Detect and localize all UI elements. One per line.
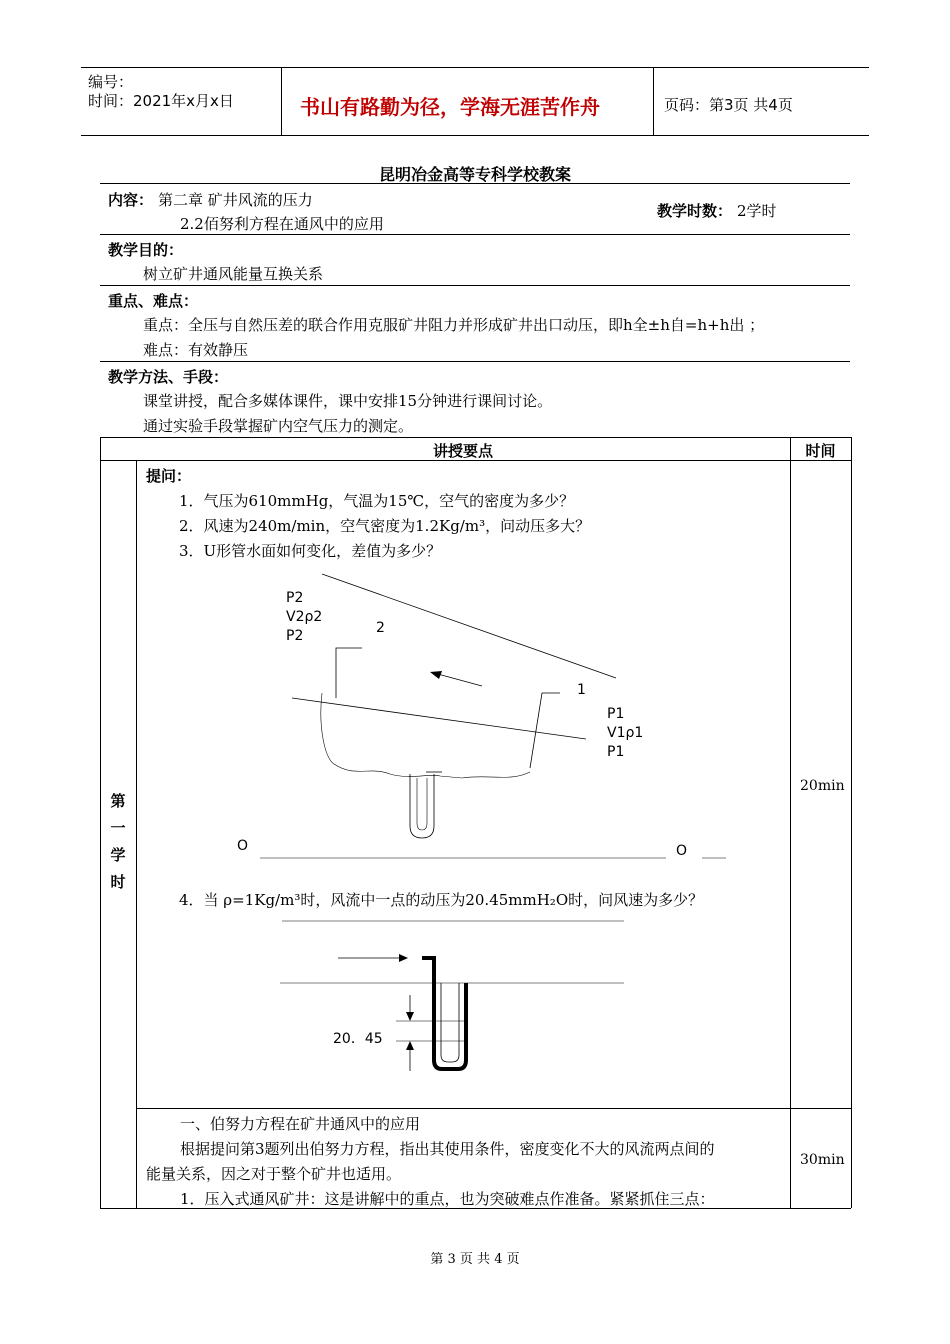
method-line1: 课堂讲授，配合多媒体课件，课中安排15分钟进行课间讨论。 <box>143 392 553 410</box>
label-point-1: 1 <box>577 682 586 698</box>
key-label: 重点、难点： <box>108 292 199 310</box>
content-line2: 2.2佰努利方程在通风中的应用 <box>180 215 384 233</box>
label-point-2: 2 <box>376 620 385 636</box>
u-tube-inner <box>441 983 459 1062</box>
col-main-header: 讲授要点 <box>432 442 493 460</box>
label-p1: P1 <box>607 706 625 722</box>
row-divider <box>136 1108 851 1109</box>
question-4: 4．当 ρ=1Kg/m³时，风流中一点的动压为20.45mmH₂O时，问风速为多少？ <box>179 891 704 909</box>
u-tube-inner <box>417 778 427 830</box>
header-divider <box>281 67 282 135</box>
hours-value: 2学时 <box>737 202 777 220</box>
paragraph-line2: 能量关系，因之对于整个矿井也适用。 <box>146 1165 402 1183</box>
section-heading: 一、伯努力方程在矿井通风中的应用 <box>180 1115 421 1133</box>
rule <box>100 361 850 362</box>
motto: 书山有路勤为径，学海无涯苦作舟 <box>300 95 600 119</box>
row2-time: 30min <box>800 1152 845 1168</box>
flow-arrow <box>434 673 482 686</box>
col-time-header: 时间 <box>805 442 836 460</box>
duct-outline <box>321 693 530 778</box>
document-title: 昆明冶金高等专科学校教案 <box>378 165 571 184</box>
question-2: 2．风速为240m/min，空气密度为1.2Kg/m³，问动压多大？ <box>179 517 591 535</box>
question-3: 3．U形管水面如何变化，差值为多少？ <box>179 542 442 560</box>
dimension-value: 20．45 <box>333 1031 383 1047</box>
u-tube-outer <box>410 774 434 838</box>
label-o-right: O <box>676 843 688 859</box>
time-column-border <box>790 437 791 1208</box>
label-p1b: P1 <box>607 744 625 760</box>
page-footer: 第 3 页 共 4 页 <box>430 1252 520 1267</box>
u-tube-diagram <box>270 915 640 1085</box>
key-text: 重点：全压与自然压差的联合作用克服矿井阻力并形成矿井出口动压，即h全±h自=h+h出 ； <box>143 316 765 334</box>
section-label: 第一学时 <box>110 792 126 891</box>
rule <box>100 285 850 286</box>
flow-arrowhead <box>399 954 408 962</box>
label-o-left: O <box>237 838 249 854</box>
row1-time: 20min <box>800 778 845 794</box>
label-v1: V1ρ1 <box>607 725 644 741</box>
question-1: 1．气压为610mmHg，气温为15℃，空气的密度为多少？ <box>179 492 575 510</box>
method-line2: 通过实验手段掌握矿内空气压力的测定。 <box>143 417 414 435</box>
question-label: 提问： <box>146 467 192 485</box>
table-left-border <box>100 437 101 1208</box>
table-top-border <box>100 437 851 438</box>
header-divider <box>653 67 654 135</box>
duct-upper-line <box>322 574 616 678</box>
rule <box>100 183 850 184</box>
list-item-1: 1．压入式通风矿井：这是讲解中的重点，也为突破难点作准备。紧紧抓住三点： <box>180 1190 715 1208</box>
paragraph-line1: 根据提问第3题列出伯努力方程，指出其使用条件，密度变化不大的风流两点间的 <box>180 1140 715 1158</box>
inlet-2 <box>336 648 362 698</box>
dimension-arrowhead <box>406 1041 414 1050</box>
rule <box>100 234 850 235</box>
inlet-1 <box>530 693 560 768</box>
flow-arrowhead <box>430 671 442 679</box>
duct-diagram <box>230 568 750 868</box>
method-label: 教学方法、手段： <box>108 368 229 386</box>
header-top-border <box>81 67 869 68</box>
purpose-label: 教学目的： <box>108 241 184 259</box>
hours-label: 教学时数： <box>657 202 733 220</box>
duct-lower-line <box>292 698 586 739</box>
number-label: 编号： <box>88 73 134 91</box>
dimension-arrowhead <box>406 1012 414 1021</box>
header-bottom-border <box>81 135 869 136</box>
table-right-border <box>851 437 852 1208</box>
content-label: 内容： <box>108 191 154 209</box>
purpose-text: 树立矿井通风能量互换关系 <box>143 265 324 283</box>
time-label: 时间：2021年x月x日 <box>88 92 234 110</box>
content-line1: 第二章 矿井风流的压力 <box>158 191 313 209</box>
difficulty-text: 难点：有效静压 <box>143 341 249 359</box>
label-p2: P2 <box>286 590 304 606</box>
label-v2: V2ρ2 <box>286 609 323 625</box>
section-column-border <box>136 460 137 1208</box>
label-p2b: P2 <box>286 628 304 644</box>
page-code: 页码：第3页 共4页 <box>664 96 793 114</box>
